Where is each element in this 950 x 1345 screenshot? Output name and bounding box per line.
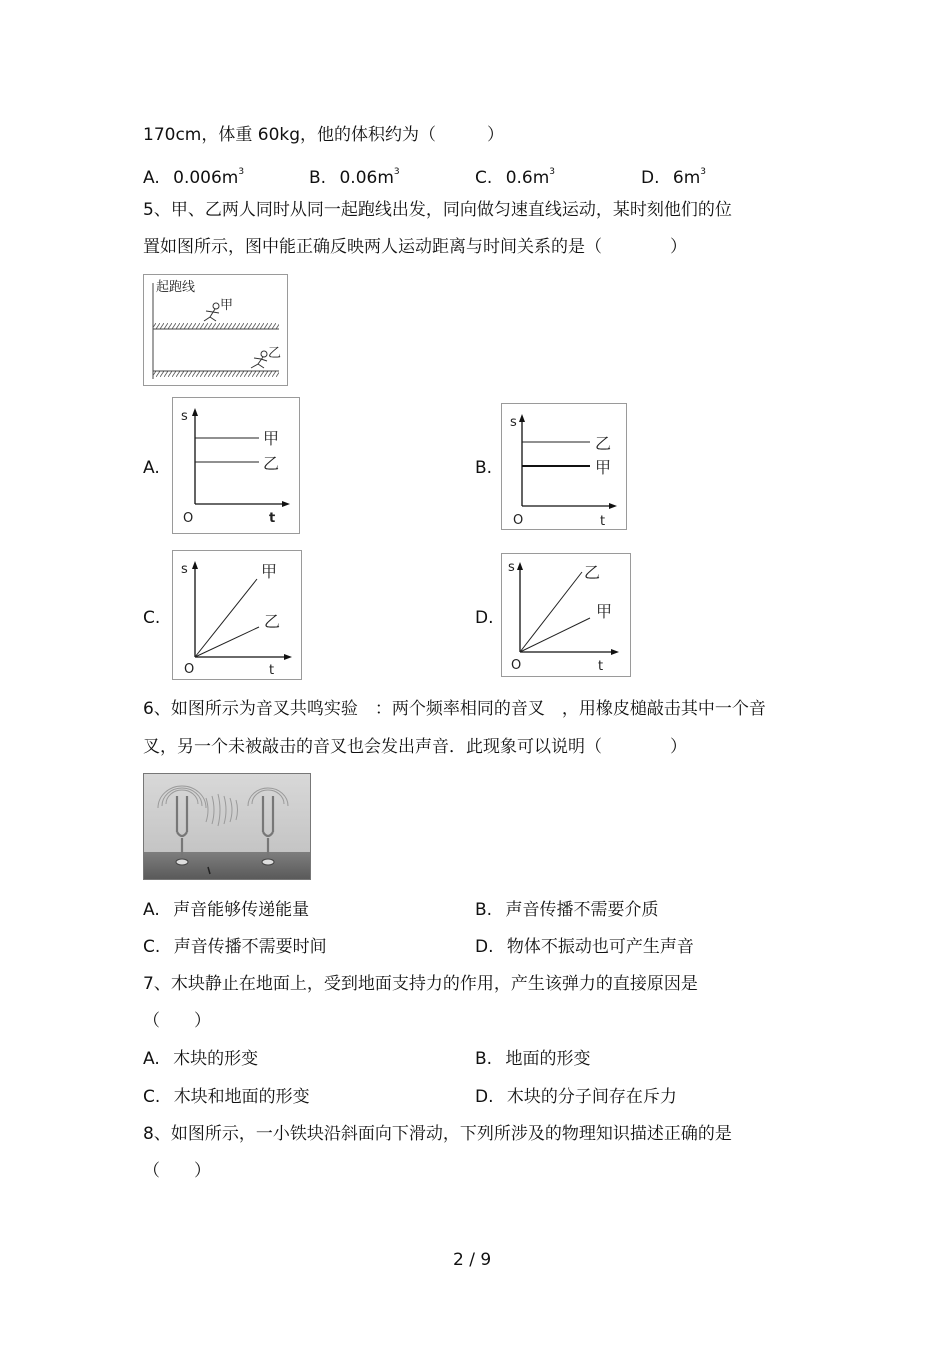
q5-stem-line1: 5、甲、乙两人同时从同一起跑线出发，同向做匀速直线运动，某时刻他们的位: [143, 200, 732, 220]
option-letter: D.: [641, 168, 660, 188]
option-text: 木块的形变: [173, 1049, 259, 1069]
option-letter: A.: [143, 1049, 160, 1069]
option-text: 声音能够传递能量: [173, 900, 310, 920]
option-text: 6m: [672, 168, 701, 188]
option-text: 声音传播不需要介质: [505, 900, 659, 920]
x-axis-label: t: [269, 511, 276, 526]
y-axis-label: s: [181, 562, 188, 577]
option-letter: A.: [143, 900, 160, 920]
option-text: 声音传播不需要时间: [173, 937, 327, 957]
graph-c: [172, 550, 302, 680]
x-axis-arrow: [282, 501, 290, 507]
origin-label: O: [513, 513, 524, 528]
option-sup: 3: [549, 167, 556, 177]
runner-1-label: 甲: [220, 298, 234, 313]
y-axis-label: s: [181, 409, 188, 424]
option-text: 0.006m: [173, 168, 239, 188]
graph-d: [501, 553, 631, 677]
table-surface: [144, 852, 310, 879]
option-sup: 3: [393, 167, 400, 177]
series-bottom-label: 乙: [263, 454, 280, 473]
option-letter: D.: [475, 1087, 494, 1107]
series-line-top: [520, 572, 582, 652]
option-letter: B.: [475, 900, 493, 920]
option-text: 地面的形变: [505, 1049, 591, 1069]
option-letter: B.: [475, 1049, 493, 1069]
graph-a: [172, 397, 300, 534]
option-text: 木块和地面的形变: [173, 1087, 310, 1107]
q6-stem-line2: 叉，另一个未被敲击的音叉也会发出声音．此现象可以说明（ ）: [143, 737, 687, 757]
series-top-label: 乙: [595, 434, 612, 453]
tuning-fork-figure: [143, 773, 311, 880]
x-axis-arrow: [611, 649, 619, 655]
graph-d-letter: D.: [475, 608, 494, 628]
q6-option-a: [143, 899, 309, 921]
option-letter: A.: [143, 168, 160, 188]
graph-a-letter: A.: [143, 458, 160, 478]
q7-option-a: [143, 1048, 258, 1070]
series-bottom-label: 甲: [595, 458, 612, 477]
x-axis-arrow: [609, 503, 617, 509]
graph-c-letter: C.: [143, 608, 161, 628]
option-letter: D.: [475, 937, 494, 957]
series-line-bottom: [520, 618, 590, 652]
runner-figure-1: [204, 303, 219, 321]
q4-option-a: [143, 161, 244, 189]
q7-option-c: [143, 1086, 310, 1108]
x-axis-label: t: [598, 659, 604, 674]
y-axis-label: s: [508, 560, 515, 575]
q6-stem-line1: 6、如图所示为音叉共鸣实验 ：两个频率相同的音叉 ，用橡皮槌敲击其中一个音: [143, 699, 766, 719]
q6-option-d: [475, 936, 694, 958]
q4-stem: 170cm，体重 60kg，他的体积约为（ ）: [143, 125, 505, 145]
runner-figure-2: [251, 351, 267, 368]
q7-stem-line1: 7、木块静止在地面上，受到地面支持力的作用，产生该弹力的直接原因是: [143, 974, 698, 994]
y-axis-arrow: [519, 414, 525, 422]
q4-option-c: [475, 161, 555, 189]
x-axis-label: t: [269, 663, 275, 678]
runner-2-label: 乙: [268, 346, 282, 361]
option-letter: B.: [309, 168, 327, 188]
y-axis-label: s: [510, 415, 517, 430]
series-bottom-label: 乙: [264, 612, 281, 631]
option-sup: 3: [700, 167, 707, 177]
x-axis-arrow: [284, 654, 292, 660]
origin-label: O: [184, 662, 195, 677]
q4-option-d: [641, 161, 706, 189]
runners-figure: [143, 274, 288, 386]
x-axis-label: t: [600, 514, 606, 529]
option-letter: C.: [475, 168, 493, 188]
option-text: 0.6m: [505, 168, 550, 188]
q8-stem-line1: 8、如图所示，一小铁块沿斜面向下滑动，下列所涉及的物理知识描述正确的是: [143, 1124, 732, 1144]
origin-label: O: [511, 658, 522, 673]
option-text: 0.06m: [339, 168, 394, 188]
q4-option-b: [309, 161, 400, 189]
graph-b: [501, 403, 627, 530]
option-text: 木块的分子间存在斥力: [506, 1087, 677, 1107]
option-sup: 3: [238, 167, 245, 177]
y-axis-arrow: [192, 408, 198, 416]
q7-stem-line2: （ ）: [143, 1011, 211, 1031]
graph-b-letter: B.: [475, 458, 493, 478]
series-line-bottom: [195, 627, 259, 657]
series-top-label: 甲: [263, 429, 280, 448]
option-text: 物体不振动也可产生声音: [506, 937, 694, 957]
q7-option-d: [475, 1086, 677, 1108]
origin-label: O: [183, 511, 194, 526]
series-bottom-label: 甲: [596, 602, 613, 621]
q8-stem-line2: （ ）: [143, 1161, 211, 1181]
series-line-top: [195, 579, 257, 657]
q5-stem-line2: 置如图所示，图中能正确反映两人运动距离与时间关系的是（ ）: [143, 237, 687, 257]
start-line-label: 起跑线: [156, 280, 196, 295]
y-axis-arrow: [192, 561, 198, 569]
series-top-label: 甲: [261, 562, 278, 581]
q7-option-b: [475, 1048, 590, 1070]
option-letter: C.: [143, 1087, 161, 1107]
q6-option-b: [475, 899, 658, 921]
bottom-lane-ground: [153, 371, 279, 377]
top-lane-ground: [153, 323, 279, 329]
series-top-label: 乙: [584, 563, 601, 582]
option-letter: C.: [143, 937, 161, 957]
page-number: 2 / 9: [453, 1250, 492, 1270]
q6-option-c: [143, 936, 327, 958]
y-axis-arrow: [517, 562, 523, 570]
